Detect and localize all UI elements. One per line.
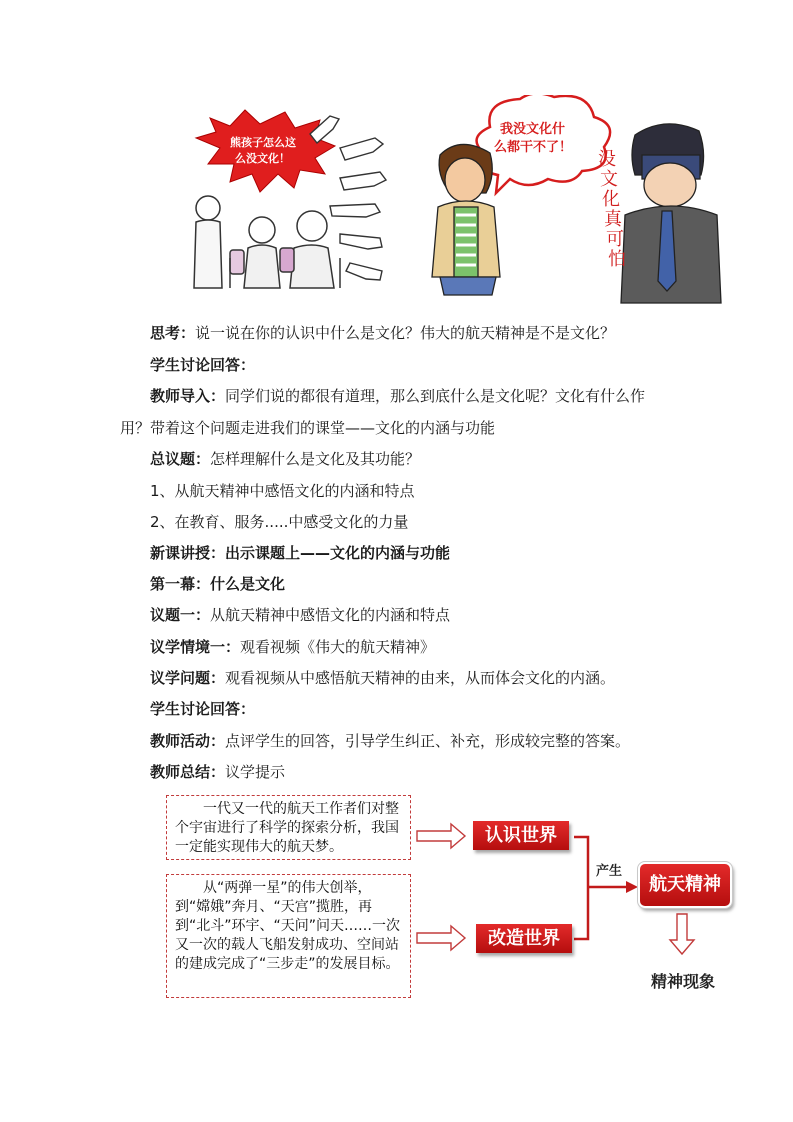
line-topic-item-2: 2、在教育、服务.....中感受文化的力量 xyxy=(150,513,409,531)
line-question: 议学问题：观看视频从中感悟航天精神的由来，从而体会文化的内涵。 xyxy=(150,669,616,687)
line-topic-item-1: 1、从航天精神中感悟文化的内涵和特点 xyxy=(150,482,415,500)
spiritual-phenomenon-label: 精神现象 xyxy=(651,972,716,991)
diagram-text-box-2: 从“两弹一星”的伟大创举，到“嫦娥”奔月、“天宫”揽胜，再到“北斗”环宇、“天问”问天……一次又一次的载人飞船发射成功、空间站的建成完成了“三步走”的发展目标。 xyxy=(166,874,411,998)
line-issue-one: 议题一：从航天精神中感悟文化的内涵和特点 xyxy=(150,606,451,624)
transform-world-button: 改造世界 xyxy=(476,924,572,953)
line-teacher-intro-cont: 用？带着这个问题走进我们的课堂——文化的内涵与功能 xyxy=(120,419,496,437)
know-world-button: 认识世界 xyxy=(473,821,569,850)
vertical-red-text xyxy=(598,149,626,270)
line-act-one: 第一幕：什么是文化 xyxy=(150,575,286,593)
burst-text-line1: 熊孩子怎么这 xyxy=(230,136,296,149)
line-teacher-summary: 教师总结：议学提示 xyxy=(150,763,286,781)
line-teacher-activity: 教师活动：点评学生的回答，引导学生纠正、补充，形成较完整的答案。 xyxy=(150,732,631,750)
line-teacher-intro: 教师导入：同学们说的都很有道理，那么到底什么是文化呢？文化有什么作 xyxy=(150,387,646,405)
line-student-discussion-2: 学生讨论回答： xyxy=(150,700,256,718)
svg-text:没: 没 xyxy=(598,149,616,170)
bubble-text-line1: 我没文化什 xyxy=(500,122,566,137)
cartoon-classroom-illustration xyxy=(190,108,393,298)
line-situation-one: 议学情境一：观看视频《伟大的航天精神》 xyxy=(150,638,436,656)
burst-text-line2: 么没文化！ xyxy=(235,152,290,165)
svg-text:真: 真 xyxy=(604,209,622,230)
bubble-text-line2: 么都干不了！ xyxy=(494,140,573,155)
space-spirit-button: 航天精神 xyxy=(638,862,732,908)
produce-label: 产生 xyxy=(596,864,623,879)
line-new-lesson: 新课讲授：出示课题上——文化的内涵与功能 xyxy=(150,544,451,562)
line-think: 思考：说一说在你的认识中什么是文化？伟大的航天精神是不是文化？ xyxy=(150,324,616,342)
svg-text:怕: 怕 xyxy=(608,249,626,270)
line-student-discussion-1: 学生讨论回答： xyxy=(150,356,256,374)
svg-text:化: 化 xyxy=(602,189,620,210)
svg-text:可: 可 xyxy=(606,229,624,250)
diagram-text-box-1: 一代又一代的航天工作者们对整个宇宙进行了科学的探索分析，我国一定能实现伟大的航天梦。 xyxy=(166,795,411,860)
svg-text:文: 文 xyxy=(600,169,618,190)
cartoon-no-culture-illustration xyxy=(430,95,730,310)
line-main-topic: 总议题：怎样理解什么是文化及其功能？ xyxy=(150,450,421,468)
